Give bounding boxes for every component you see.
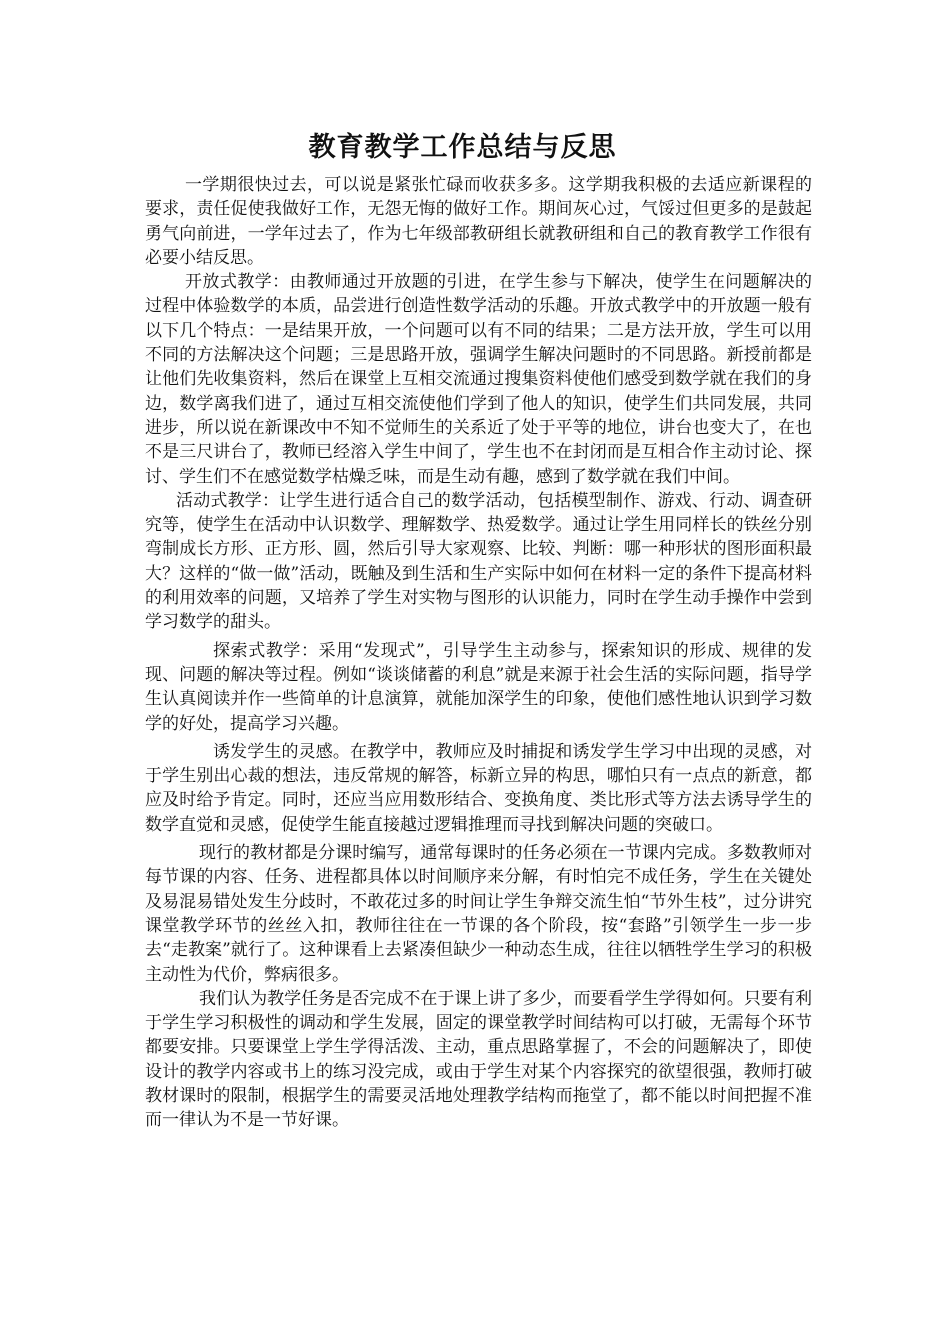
paragraph-activity-teaching: 活动式教学：让学生进行适合自己的数学活动，包括模型制作、游戏、行动、调查研究等，使学生在活动中认识数学、理解数学、热爱数学。通过让学生用同样长的铁丝分别弯制成长方形、正方形、圆，然后引导大家观察、比较、判断：哪一种形状的图形面积最大？这样的“做一做”活动，既触及到生活和生产实际中如何在材料一定的条件下提高材料的利用效率的问题，又培养了学生对实物与图形的认识能力，同时在学生动手操作中尝到学习数学的甜头。 [145, 490, 812, 633]
document-body [145, 173, 812, 1133]
document-title: 教育教学工作总结与反思 [308, 132, 617, 163]
paragraph-exploration-teaching: 探索式教学：采用“发现式”，引导学生主动参与，探索知识的形成、规律的发现、问题的解决等过程。例如“谈谈储蓄的利息”就是来源于社会生活的实际问题，指导学生认真阅读并作一些简单的计息演算，就能加深学生的印象，使他们感性地认识到学习数学的好处，提高学习兴趣。 [145, 640, 812, 734]
paragraph-teaching-tasks: 我们认为教学任务是否完成不在于课上讲了多少，而要看学生学得如何。只要有利于学生学习积极性的调动和学生发展，固定的课堂教学时间结构可以打破，无需每个环节都要安排。只要课堂上学生学得活泼、主动，重点思路掌握了，不会的问题解决了，即使设计的教学内容或书上的练习没完成，或由于学生对某个内容探究的欲望很强，教师打破教材课时的限制，根据学生的需要灵活地处理教学结构而拖堂了，都不能以时间把握不准而一律认为不是一节好课。 [145, 988, 812, 1131]
paragraph-open-teaching: 开放式教学：由教师通过开放题的引进，在学生参与下解决，使学生在问题解决的过程中体验数学的本质，品尝进行创造性数学活动的乐趣。开放式教学中的开放题一般有以下几个特点：一是结果开放，一个问题可以有不同的结果；二是方法开放，学生可以用不同的方法解决这个问题；三是思路开放，强调学生解决问题时的不同思路。新授前都是让他们先收集资料，然后在课堂上互相交流通过搜集资料使他们感受到数学就在我们的身边，数学离我们进了，通过互相交流使他们学到了他人的知识，使学生们共同发展，共同进步，所以说在新课改中不知不觉师生的关系近了处于平等的地位，讲台也变大了，在也不是三尺讲台了，教师已经溶入学生中间了，学生也不在封闭而是互相合作主动讨论、探讨、学生们不在感觉数学枯燥乏味，而是生动有趣，感到了数学就在我们中间。 [145, 272, 812, 487]
paragraph-textbook-schedule: 现行的教材都是分课时编写，通常每课时的任务必须在一节课内完成。多数教师对每节课的内容、任务、进程都具体以时间顺序来分解，有时怕完不成任务，学生在关键处及易混易错处发生分歧时，不敢花过多的时间让学生争辩交流生怕“节外生枝”，过分讲究课堂教学环节的丝丝入扣，教师往往在一节课的各个阶段，按“套路”引领学生一步一步去“走教案”就行了。这种课看上去紧凑但缺少一种动态生成，往往以牺牲学生学习的积极主动性为代价，弊病很多。 [145, 843, 812, 985]
paragraph-inspiration: 诱发学生的灵感。在教学中，教师应及时捕捉和诱发学生学习中出现的灵感，对于学生别出心裁的想法，违反常规的解答，标新立异的构思，哪怕只有一点点的新意，都应及时给予肯定。同时，还应当应用数形结合、变换角度、类比形式等方法去诱导学生的数学直觉和灵感，促使学生能直接越过逻辑推理而寻找到解决问题的突破口。 [145, 741, 812, 835]
paragraph-intro: 一学期很快过去，可以说是紧张忙碌而收获多多。这学期我积极的去适应新课程的要求，责任促使我做好工作，无怨无悔的做好工作。期间灰心过，气馁过但更多的是鼓起勇气向前进，一学年过去了，作为七年级部教研组长就教研组和自己的教育教学工作很有必要小结反思。 [145, 175, 812, 268]
